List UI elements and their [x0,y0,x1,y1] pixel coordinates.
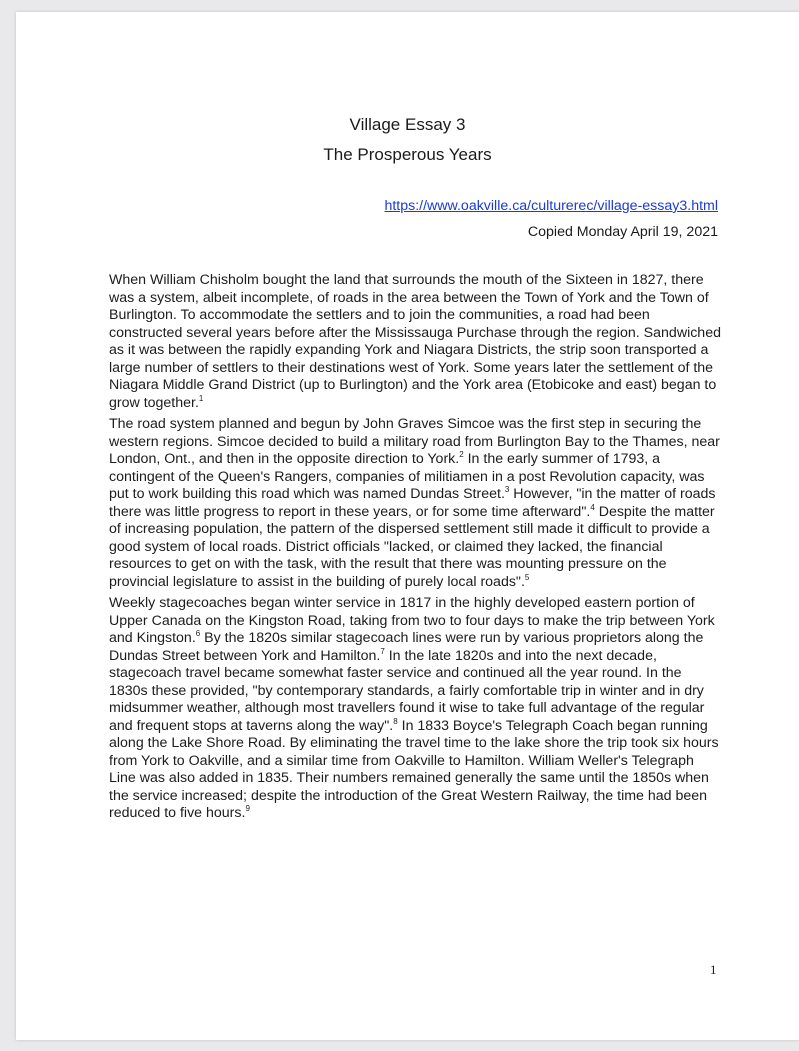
paragraph-3 [109,595,721,823]
paragraph-1 [109,272,721,412]
footnote-ref: 8 [393,716,398,726]
paragraph-2 [109,416,721,591]
paragraph-text: In 1833 Boyce's Telegraph Coach began running along the Lake Shore Road. By eliminating the travel time to the lake shore the trip took six hours from York to Oakville, and a similar time from Oakville to Hamilton. William Weller's Telegraph Line was also added in 1835. Their numbers remained generally the same until the 1850s when the service increased; despite the introduction of the Great Western Railway, the time had been reduced to five hours. [109,717,719,821]
paragraph-text: In the late 1820s and into the next decade, stagecoach travel became somewhat faster service and continued all the year round. In the 1830s these provided, "by contemporary standards, a fairly comfortable trip in winter and in dry midsummer weather, although most travellers found it wise to take full advantage of the regular and frequent stops at taverns along the way". [109,647,705,734]
source-url-link[interactable]: https://www.oakville.ca/culturerec/village-essay3.html [384,198,718,214]
page-subtitle: The Prosperous Years [323,145,492,164]
footnote-ref: 5 [524,572,530,582]
paragraph-text: However, "in the matter of roads there was little progress to report in these years, or for some time afterward". [109,486,716,520]
page-number: 1 [710,962,717,977]
paragraph-text: In the early summer of 1793, a contingent of the Queen's Rangers, companies of militiamen in a post Revolution capacity, was put to work building this road which was named Dundas Street. [109,451,705,502]
footnote-ref: 6 [195,629,201,638]
footnote-ref: 1 [198,393,204,403]
footnote-ref: 7 [380,646,385,656]
footnote-ref: 4 [590,502,595,512]
paragraph-text: Despite the matter of increasing population, the pattern of the dispersed settlement still made it difficult to provide a good system of local roads. District officials "lacked, or claimed they lacked, the financial resources to get on with the task, with the result that there was mounting pressure on the provincial legislature to assist in the building of purely local roads". [109,503,715,590]
page-title: Village Essay 3 [349,115,466,134]
document-page [16,12,799,1040]
footnote-ref: 3 [504,485,510,494]
copied-date: Copied Monday April 19, 2021 [527,224,718,240]
paragraph-text: When William Chisholm bought the land that surrounds the mouth of the Sixteen in 1827, there was a system, albeit incomplete, of roads in the area between the Town of York and the Town of Burlington. To accommodate the settlers and to join the communities, a road had been constructed several years before after the Mississauga Purchase through the region. Sandwiched as it was between the rapidly expanding York and Niagara Districts, the strip soon transported a large number of settlers to their destinations west of York. Some years later the settlement of the Niagara Middle Grand District (up to Burlington) and the York area (Etobicoke and east) began to grow together. [109,272,721,411]
paragraph-text: By the 1820s similar stagecoach lines were run by various proprietors along the Dundas Street between York and Hamilton. [109,630,704,664]
paragraph-text: Weekly stagecoaches began winter service in 1817 in the highly developed eastern portion of Upper Canada on the Kingston Road, taking from two to four days to make the trip between York and Kingston. [109,595,715,646]
essay-body [109,272,721,827]
footnote-ref: 2 [459,450,464,459]
footnote-ref: 9 [245,804,250,813]
paragraph-text: The road system planned and begun by John Graves Simcoe was the first step in securing the western regions. Simcoe decided to build a military road from Burlington Bay to the Thames, near London, Ont., and then in the opposite direction to York. [109,416,720,467]
